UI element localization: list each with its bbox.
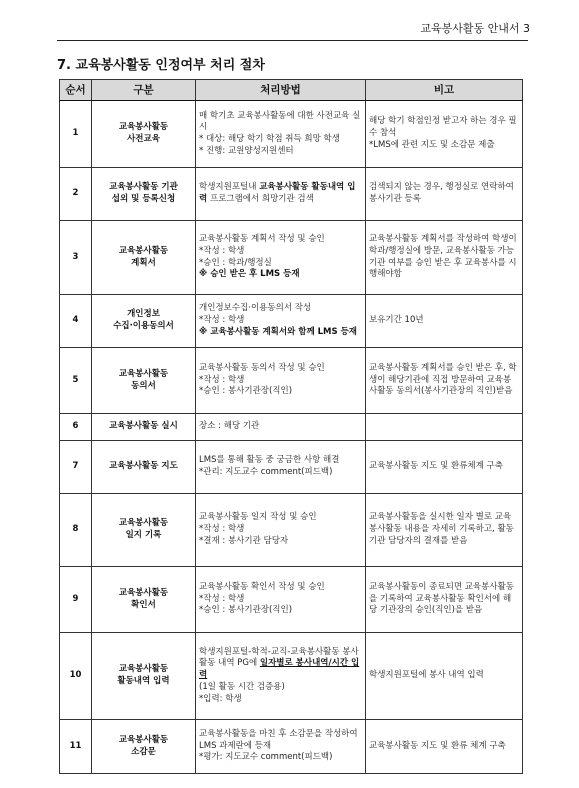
row-method: 학생지원포털내 교육봉사활동 활동내역 입력 프로그램에서 희망기관 검색 (196, 168, 366, 221)
row-method: LMS를 통해 활동 중 궁금한 사항 해결 *관리: 지도교수 comment(피드백) (196, 441, 366, 494)
row-number: 4 (60, 295, 92, 348)
row-method: 장소 : 해당 기관 (196, 414, 366, 441)
row-note: 교육봉사활동 계획서를 승인 받은 후, 학생이 해당기관에 직접 방문하여 교육봉사활동 동의서(봉사기관장의 직인)받음 (366, 348, 523, 414)
table-row (60, 221, 523, 295)
row-method: 교육봉사활동 동의서 작성 및 승인 *작성 : 학생 *승인 : 봉사기관장(직인) (196, 348, 366, 414)
row-number: 10 (60, 633, 92, 720)
column-header-category: 구분 (92, 80, 196, 101)
row-method: 교육봉사활동을 마친 후 소감문을 작성하여 LMS 과제란에 등재 *평가: 지도교수 comment(피드백) (196, 720, 366, 774)
row-note: 교육봉사활동 계획서를 작성하여 학생이 학과/행정실에 방문, 교육봉사활동 가능 기관 여부를 승인 받은 후 교육봉사를 시행해야함 (366, 221, 523, 295)
header-divider (57, 40, 528, 41)
row-category: 교육봉사활동 기관 섭외 및 등록신청 (92, 168, 196, 221)
row-method: 교육봉사활동 계획서 작성 및 승인 *작성 : 학생 *승인 : 학과/행정실 ※ 승인 받은 후 LMS 등재 (196, 221, 366, 295)
table-row (60, 348, 523, 414)
row-note: 검색되지 않는 경우, 행정실로 연락하여 봉사기관 등록 (366, 168, 523, 221)
row-method: 개인정보수집·이용동의서 작성 *작성 : 학생 ※ 교육봉사활동 계획서와 함께 LMS 등재 (196, 295, 366, 348)
column-header-method: 처리방법 (196, 80, 366, 101)
table-row (60, 633, 523, 720)
row-note: 해당 학기 학점인정 받고자 하는 경우 필수 참석 *LMS에 관련 지도 및 소감문 제출 (366, 101, 523, 168)
row-number: 6 (60, 414, 92, 441)
row-number: 5 (60, 348, 92, 414)
row-category: 교육봉사활동 동의서 (92, 348, 196, 414)
row-method: 교육봉사활동 확인서 작성 및 승인 *작성 : 학생 *승인 : 봉사기관장(직인) (196, 567, 366, 633)
row-category: 교육봉사활동 사전교육 (92, 101, 196, 168)
row-note: 교육봉사활동이 종료되면 교육봉사활동을 기록하여 교육봉사활동 확인서에 해당 기관장의 승인(직인)을 받음 (366, 567, 523, 633)
row-category: 개인정보 수집·이용동의서 (92, 295, 196, 348)
row-method: 교육봉사활동 일지 작성 및 승인 *작성 : 학생 *결재 : 봉사기관 담당자 (196, 494, 366, 567)
table-row (60, 720, 523, 774)
row-number: 9 (60, 567, 92, 633)
table-header-row (60, 80, 523, 101)
row-note: 보유기간 10년 (366, 295, 523, 348)
table-row (60, 101, 523, 168)
row-number: 7 (60, 441, 92, 494)
row-method: 매 학기초 교육봉사활동에 대한 사전교육 실시 * 대상: 해당 학기 학점 취득 희망 학생 * 진행: 교원양성지원센터 (196, 101, 366, 168)
row-category: 교육봉사활동 확인서 (92, 567, 196, 633)
row-category: 교육봉사활동 실시 (92, 414, 196, 441)
table-row (60, 441, 523, 494)
row-note: 학생지원포털에 봉사 내역 입력 (366, 633, 523, 720)
procedure-table (59, 79, 523, 774)
row-note: 교육봉사활동을 실시한 일자 별로 교육봉사활동 내용을 자세히 기록하고, 활동기관 담당자의 결재를 받음 (366, 494, 523, 567)
table-row (60, 295, 523, 348)
section-title: 7. 교육봉사활동 인정여부 처리 절차 (57, 58, 265, 73)
row-number: 1 (60, 101, 92, 168)
column-header-order: 순서 (60, 80, 92, 101)
row-number: 3 (60, 221, 92, 295)
row-category: 교육봉사활동 계획서 (92, 221, 196, 295)
row-number: 11 (60, 720, 92, 774)
page-header: 교육봉사활동 안내서 3 (420, 22, 530, 35)
row-number: 8 (60, 494, 92, 567)
row-note: 교육봉사활동 지도 및 환류 체계 구축 (366, 720, 523, 774)
row-category: 교육봉사활동 활동내역 입력 (92, 633, 196, 720)
row-method: 학생지원포털-학적-교직-교육봉사활동 봉사활동 내역 PG에 일자별로 봉사내역/시간 입력 (1일 활동 시간 검증용) *입력: 학생 (196, 633, 366, 720)
row-category: 교육봉사활동 지도 (92, 441, 196, 494)
row-note (366, 414, 523, 441)
table-row (60, 567, 523, 633)
table-row (60, 168, 523, 221)
row-category: 교육봉사활동 일지 기록 (92, 494, 196, 567)
row-number: 2 (60, 168, 92, 221)
column-header-note: 비고 (366, 80, 523, 101)
table-row (60, 494, 523, 567)
row-note: 교육봉사활동 지도 및 환류체계 구축 (366, 441, 523, 494)
table-row (60, 414, 523, 441)
row-category: 교육봉사활동 소감문 (92, 720, 196, 774)
